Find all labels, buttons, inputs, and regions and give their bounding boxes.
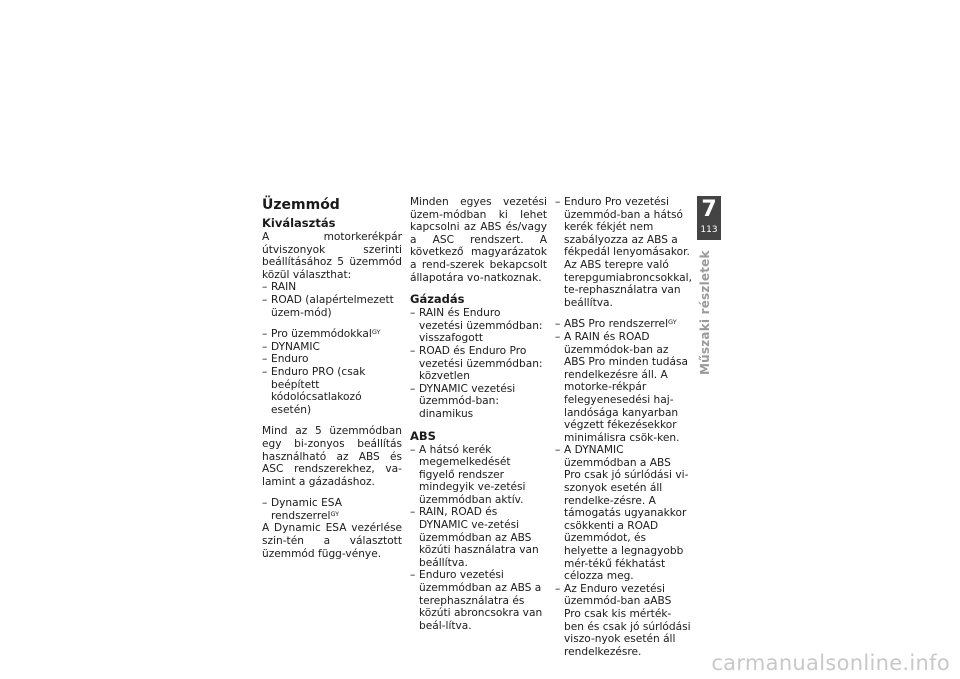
esa-heading (262, 497, 402, 522)
list-item (262, 328, 402, 341)
intro-paragraph: Minden egyes vezetési üzem-módban ki lehet kapcsolni az ABS és/vagy a ASC rendszert. A következő magyarázatok a rend-szerek bekapcsolt állapotára vo-natkoznak. (410, 196, 547, 284)
section-heading-throttle: Gázadás (410, 292, 465, 307)
abs-list (410, 444, 547, 633)
chapter-number: 7 (701, 197, 717, 222)
chapter-tab (697, 196, 721, 240)
list-item: – RAIN (262, 281, 402, 294)
list-item: – ROAD (alapértelmezett üzem-mód) (262, 294, 402, 319)
section-title-vertical: Műszaki részletek (698, 250, 712, 375)
list-item: – RAIN és Enduro vezetési üzemmódban: visszafogott (410, 307, 547, 345)
list-item: – ROAD és Enduro Pro vezetési üzemmódban: közvetlen (410, 345, 547, 383)
page-title: Üzemmód (262, 197, 340, 213)
list-item: – Enduro (262, 353, 402, 366)
column-left (262, 196, 402, 560)
section-heading-selection: Kiválasztás (262, 216, 336, 230)
esa-label: Dynamic ESA rendszerrel (271, 497, 342, 522)
list-item: – RAIN, ROAD és DYNAMIC ve-zetési üzemmódban az ABS közúti használatra van beállítva. (410, 506, 547, 569)
equipment-superscript: GY (668, 318, 677, 327)
list-item: – Az Enduro vezetési üzemmód-ban aABS Pro csak kis mérték-ben és csak jó súrlódási viszo-nyok esetén áll rendelkezésre. (555, 583, 691, 659)
column-middle (410, 196, 547, 632)
list-item: – Enduro PRO (csak beépített kódolócsatlakozó esetén) (262, 366, 402, 416)
abs-list-continued (555, 196, 691, 309)
abs-asc-paragraph: Mind az 5 üzemmódban egy bi-zonyos beállítás használható az ABS és ASC rendszerekhez, va-lamint a gázadáshoz. (262, 425, 402, 488)
equipment-superscript: GY (371, 328, 381, 337)
list-item: – A DYNAMIC üzemmódban a ABS Pro csak jó súrlódási vi-szonyok esetén áll rendelke-zésre. A támogatás ugyanakkor csökkenti a ROAD üzemmódot, és helyette a legnagyobb mér-tékű fékhatást célozza meg. (555, 444, 691, 583)
esa-paragraph: A Dynamic ESA vezérlése szin-tén a választott üzemmód függ-vénye. (262, 522, 402, 560)
list-item (555, 318, 691, 331)
section-heading-abs: ABS (410, 428, 436, 443)
equipment-superscript: GY (330, 509, 340, 518)
list-item (262, 497, 402, 522)
mode-list-pro (262, 341, 402, 417)
intro-paragraph: A motorkerékpár útviszonyok szerinti beállításához 5 üzemmód közül választhat: (262, 231, 402, 281)
watermark: carmanualsonline.info (711, 651, 950, 675)
page-number: 113 (700, 225, 718, 235)
abs-pro-heading (555, 318, 691, 331)
list-item: – A RAIN és ROAD üzemmódok-ban az ABS Pro minden tudása rendelkezésre áll. A motorke-rékpár felegyenesedési haj-landósága kanyarban végzett fékezésekkor minimálisra csök-ken. (555, 331, 691, 444)
abs-pro-list (555, 331, 691, 658)
list-item: – Enduro Pro vezetési üzemmód-ban a hátsó kerék fékjét nem szabályozza az ABS a fékpedál lenyomásakor. Az ABS terepre való terepgumiabroncsokkal, te-rephasználatra van beállítva. (555, 196, 691, 309)
throttle-list (410, 307, 547, 420)
list-item: – DYNAMIC (262, 341, 402, 354)
mode-list-basic (262, 281, 402, 319)
abs-pro-label: ABS Pro rendszerrel (564, 318, 669, 331)
pro-mode-heading (262, 328, 402, 341)
column-right (555, 196, 691, 658)
list-item: – Enduro vezetési üzemmódban az ABS a terephasználatra és közúti abroncsokra van beál-lítva. (410, 569, 547, 632)
list-item: – DYNAMIC vezetési üzemmód-ban: dinamikus (410, 383, 547, 421)
list-item: – A hátsó kerék megemelkedését figyelő rendszer mindegyik ve-zetési üzemmódban aktív. (410, 444, 547, 507)
pro-mode-label: Pro üzemmódokkal (271, 328, 372, 341)
